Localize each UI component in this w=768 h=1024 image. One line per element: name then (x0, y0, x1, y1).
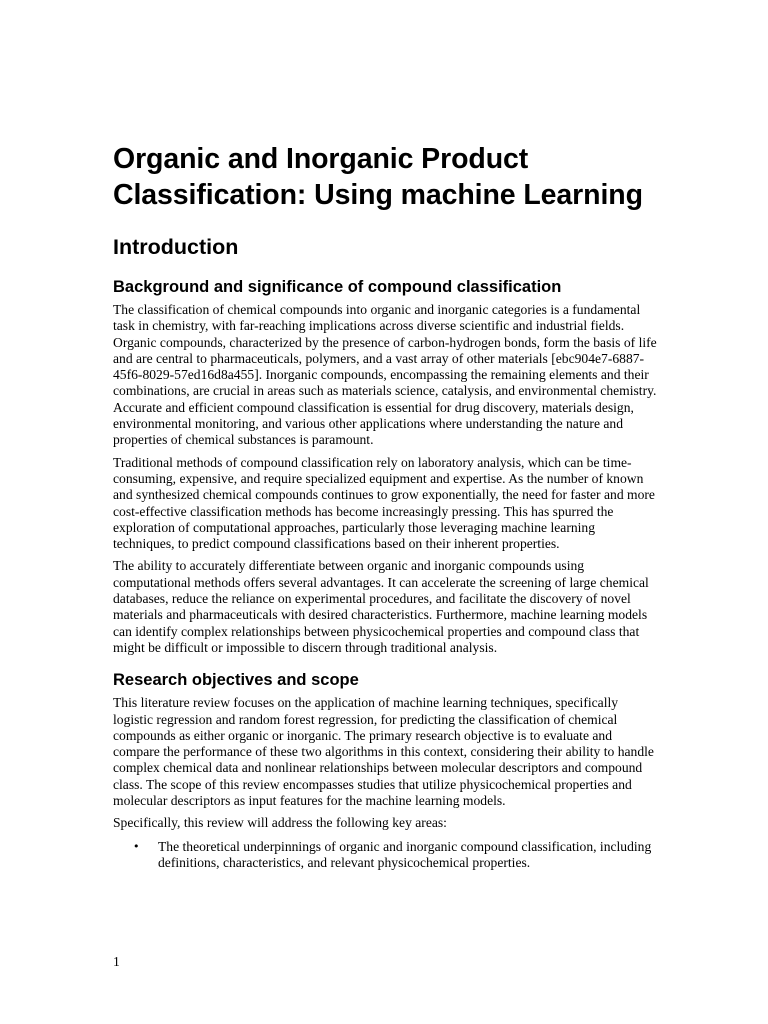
subsection-heading-background: Background and significance of compound classification (113, 278, 562, 296)
bullet-icon: • (133, 839, 140, 853)
list-item (113, 839, 658, 872)
page-number: 1 (113, 954, 120, 969)
subsection-heading-research-objectives: Research objectives and scope (113, 671, 359, 690)
key-areas-list (113, 839, 658, 872)
paragraph: The ability to accurately differentiate between organic and inorganic compounds using computational methods offers several advantages. It can accelerate the screening of large chemical databases, reduce the reliance on experimental procedures, and facilitate the discovery of novel materials and pharmaceuticals with desired characteristics. Furthermore, machine learning models can identify complex relationships between physicochemical properties and compound class that might be difficult or impossible to discern through traditional analysis. (113, 558, 649, 655)
section-heading-introduction: Introduction (113, 235, 239, 259)
paragraph: The classification of chemical compounds into organic and inorganic categories is a fundamental task in chemistry, with far-reaching implications across diverse scientific and industrial fields. Organic compounds, characterized by the presence of carbon-hydrogen bonds, form the basis of life and are central to pharmaceuticals, polymers, and a vast array of other materials [ebc904e7-6887-45f6-8029-57ed16d8a455]. Inorganic compounds, encompassing the remaining elements and their combinations, are crucial in areas such as materials science, catalysis, and environmental chemistry. Accurate and efficient compound classification is essential for drug discovery, materials design, environmental monitoring, and various other applications where understanding the nature and properties of chemical substances is paramount. (113, 302, 657, 448)
document-title: Organic and Inorganic Product Classification: Using machine Learning (113, 143, 643, 211)
page-content (113, 139, 658, 871)
paragraph: Traditional methods of compound classification rely on laboratory analysis, which can be time-consuming, expensive, and require specialized equipment and expertise. As the number of known and synthesized chemical compounds continues to grow exponentially, the need for faster and more cost-effective classification methods has become increasingly pressing. This has spurred the exploration of computational approaches, particularly those leveraging machine learning techniques, to predict compound classifications based on their inherent properties. (113, 454, 655, 552)
paragraph: Specifically, this review will address the following key areas: (113, 815, 447, 831)
list-item-text: The theoretical underpinnings of organic and inorganic compound classification, including definitions, characteristics, and relevant physicochemical properties. (158, 838, 652, 870)
paragraph: This literature review focuses on the application of machine learning techniques, specifically logistic regression and random forest regression, for predicting the classification of chemical compounds as either organic or inorganic. The primary research objective is to evaluate and compare the performance of these two algorithms in this context, considering their ability to handle complex chemical data and nonlinear relationships between molecular descriptors and compound class. The scope of this review encompasses studies that utilize physicochemical properties and molecular descriptors as input features for the machine learning models. (113, 695, 654, 809)
